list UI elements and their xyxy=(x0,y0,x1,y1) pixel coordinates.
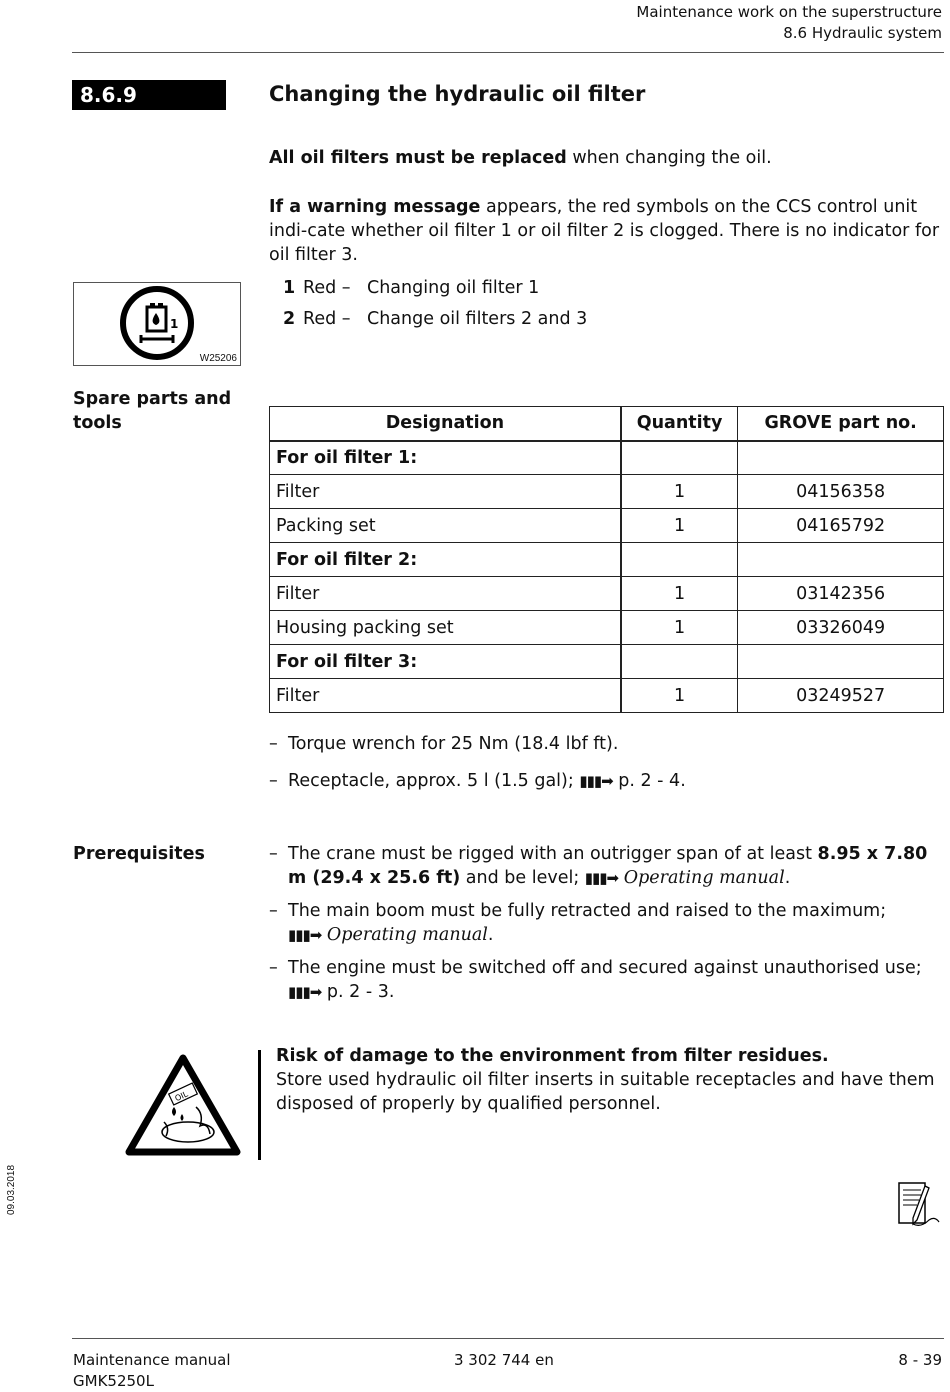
part-number-cell: 04156358 xyxy=(738,475,944,509)
table-row xyxy=(270,577,944,611)
dash-bullet: – xyxy=(269,734,278,754)
spare-parts-label-line1: Spare parts and xyxy=(73,389,232,409)
warning-block xyxy=(276,1044,944,1116)
quantity-cell: 1 xyxy=(621,577,738,611)
table-group-row xyxy=(270,543,944,577)
intro-paragraph-1 xyxy=(269,146,944,170)
part-number-cell: 03326049 xyxy=(738,611,944,645)
page-reference[interactable]: p. 2 - 3. xyxy=(326,982,395,1002)
sign-label: OIL xyxy=(173,1089,190,1104)
quantity-cell: 1 xyxy=(621,475,738,509)
reference-arrow-icon: ▮▮▮➡ xyxy=(288,926,322,944)
quantity-cell: 1 xyxy=(621,611,738,645)
table-header-row xyxy=(270,407,944,441)
footer-manual: Maintenance manual xyxy=(73,1351,231,1369)
designation-cell: For oil filter 1: xyxy=(270,441,621,475)
column-header: Quantity xyxy=(621,407,738,441)
table-row xyxy=(270,475,944,509)
indicator-text: Changing oil filter 1 xyxy=(367,278,540,298)
tool-text: Torque wrench for 25 Nm (18.4 lbf ft). xyxy=(288,734,619,754)
quantity-cell xyxy=(621,645,738,679)
column-header: GROVE part no. xyxy=(738,407,944,441)
spare-parts-label-line2: tools xyxy=(73,413,122,433)
warning-body: Store used hydraulic oil filter inserts in suitable receptacles and have them disposed of properly by qualified personnel. xyxy=(276,1070,935,1114)
page-reference[interactable]: p. 2 - 4. xyxy=(618,771,686,791)
prerequisite-text: and be level; xyxy=(460,868,585,888)
dash-bullet: – xyxy=(269,844,278,864)
table-row xyxy=(270,611,944,645)
prerequisite-item xyxy=(269,899,944,947)
part-number-cell xyxy=(738,441,944,475)
dash-bullet: – xyxy=(269,958,278,978)
indicator-color: Red – xyxy=(303,278,351,298)
intro-text-1: when changing the oil. xyxy=(566,148,772,168)
indicator-number: 2 xyxy=(283,309,296,329)
part-number-cell: 03142356 xyxy=(738,577,944,611)
tool-item xyxy=(269,769,944,793)
tool-item xyxy=(269,732,944,756)
part-number-cell xyxy=(738,645,944,679)
indicator-text: Change oil filters 2 and 3 xyxy=(367,309,588,329)
table-group-row xyxy=(270,645,944,679)
manual-reference[interactable]: Operating manual xyxy=(623,868,785,888)
column-header: Designation xyxy=(270,407,621,441)
symbol-digit: 1 xyxy=(170,317,179,331)
intro-emphasis-2: If a warning message xyxy=(269,197,481,217)
designation-cell: Filter xyxy=(270,577,621,611)
designation-cell: For oil filter 3: xyxy=(270,645,621,679)
manual-reference[interactable]: Operating manual xyxy=(326,925,488,945)
chapter-title: Maintenance work on the superstructure xyxy=(636,3,942,21)
parts-table xyxy=(269,406,944,713)
quantity-cell xyxy=(621,441,738,475)
table-row xyxy=(270,679,944,713)
symbol-figure xyxy=(73,282,241,366)
footer-rule xyxy=(72,1338,944,1339)
prerequisite-text: The engine must be switched off and secured against unauthorised use; xyxy=(288,958,922,978)
quantity-cell: 1 xyxy=(621,679,738,713)
section-title: 8.6 Hydraulic system xyxy=(783,24,942,42)
intro-emphasis-1: All oil filters must be replaced xyxy=(269,148,567,168)
figure-code: W25206 xyxy=(199,353,237,364)
section-number: 8.6.9 xyxy=(72,80,226,110)
indicator-item xyxy=(283,276,539,300)
designation-cell: Filter xyxy=(270,679,621,713)
designation-cell: For oil filter 2: xyxy=(270,543,621,577)
footer-doc-number: 3 302 744 en xyxy=(454,1351,554,1369)
environment-warning-icon xyxy=(124,1052,242,1158)
spare-parts-label xyxy=(73,387,231,435)
footer-model: GMK5250L xyxy=(73,1372,154,1390)
running-header xyxy=(636,2,942,44)
part-number-cell: 03249527 xyxy=(738,679,944,713)
designation-cell: Packing set xyxy=(270,509,621,543)
designation-cell: Filter xyxy=(270,475,621,509)
page-number: 8 - 39 xyxy=(898,1351,942,1369)
prerequisite-text: The crane must be rigged with an outrigger span of at least xyxy=(288,844,818,864)
designation-cell: Housing packing set xyxy=(270,611,621,645)
quantity-cell: 1 xyxy=(621,509,738,543)
table-row xyxy=(270,509,944,543)
prerequisite-punct: . xyxy=(487,925,494,945)
prerequisite-punct: . xyxy=(784,868,791,888)
header-rule xyxy=(72,52,944,53)
indicator-color: Red – xyxy=(303,309,351,329)
manual-pen-icon xyxy=(895,1180,943,1230)
prerequisite-text: The main boom must be fully retracted and raised to the maximum; xyxy=(288,901,887,921)
intro-text-2: appears, the red symbols on the CCS control unit indi-cate whether oil filter 1 or oil filter 2 is clogged. There is no indicator for oil filter 3. xyxy=(269,197,940,265)
dash-bullet: – xyxy=(269,771,278,791)
prerequisite-item xyxy=(269,842,944,890)
quantity-cell xyxy=(621,543,738,577)
part-number-cell xyxy=(738,543,944,577)
intro-paragraph-2 xyxy=(269,195,944,267)
table-group-row xyxy=(270,441,944,475)
reference-arrow-icon: ▮▮▮➡ xyxy=(579,772,613,790)
part-number-cell: 04165792 xyxy=(738,509,944,543)
page-title: Changing the hydraulic oil filter xyxy=(269,82,646,106)
warning-title: Risk of damage to the environment from filter residues. xyxy=(276,1046,829,1066)
indicator-item xyxy=(283,307,587,331)
tool-text: Receptacle, approx. 5 l (1.5 gal); xyxy=(288,771,580,791)
warning-bar xyxy=(258,1050,261,1160)
indicator-number: 1 xyxy=(283,278,296,298)
prerequisite-emphasis: 8.95 x 7.80 m (29.4 x 25.6 ft) xyxy=(288,844,928,888)
reference-arrow-icon: ▮▮▮➡ xyxy=(288,983,322,1001)
prerequisites-label: Prerequisites xyxy=(73,844,205,864)
reference-arrow-icon: ▮▮▮➡ xyxy=(584,869,619,887)
dash-bullet: – xyxy=(269,901,278,921)
print-date: 09.03.2018 xyxy=(6,1164,17,1215)
prerequisite-item xyxy=(269,956,944,1004)
